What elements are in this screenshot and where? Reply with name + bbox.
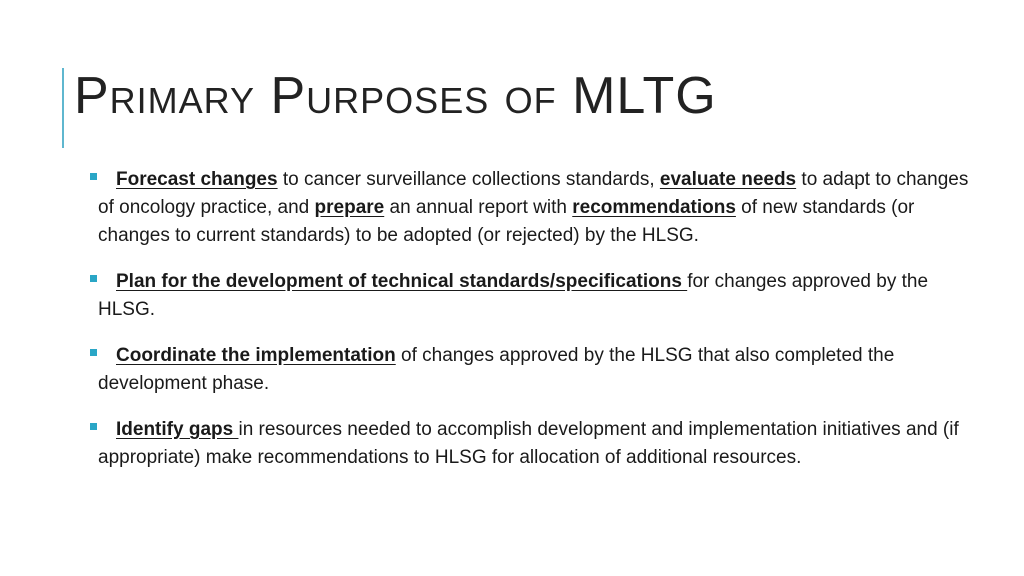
body-text: of new standards (or changes to current standards) to be adopted (or rejected) by the HLSG. [98, 197, 915, 246]
emphasis-text: Plan for the development of technical standards/specifications [116, 271, 688, 292]
bullet-item-4 [90, 416, 970, 472]
body-text: an annual report with [384, 197, 573, 218]
emphasis-text: prepare [314, 197, 385, 218]
bullet-text [98, 166, 970, 250]
emphasis-text: evaluate needs [659, 169, 797, 190]
emphasis-text: Identify gaps [116, 419, 239, 440]
body-text: in resources needed to accomplish development and implementation initiatives and (if appropriate) make recommendations to HLSG for allocation of additional resources. [98, 419, 959, 468]
bullet-text [98, 342, 970, 398]
emphasis-text: Coordinate the implementation [116, 345, 396, 366]
bullet-item-3 [90, 342, 970, 398]
title-accent-bar [62, 68, 64, 148]
bullet-list [90, 166, 970, 490]
body-text: to cancer surveillance collections standards, [277, 169, 660, 190]
emphasis-text: Forecast changes [116, 169, 278, 190]
square-bullet-icon [90, 423, 97, 430]
bullet-text [98, 416, 970, 472]
emphasis-text: recommendations [572, 197, 736, 218]
square-bullet-icon [90, 349, 97, 356]
bullet-item-2 [90, 268, 970, 324]
bullet-item-1 [90, 166, 970, 250]
square-bullet-icon [90, 173, 97, 180]
body-text: to adapt to changes of oncology practice, and [98, 169, 969, 218]
body-text: for changes approved by the HLSG. [98, 271, 929, 320]
slide-title: Primary Purposes of MLTG [74, 67, 717, 125]
body-text: of changes approved by the HLSG that also completed the development phase. [98, 345, 895, 394]
bullet-text [98, 268, 970, 324]
square-bullet-icon [90, 275, 97, 282]
